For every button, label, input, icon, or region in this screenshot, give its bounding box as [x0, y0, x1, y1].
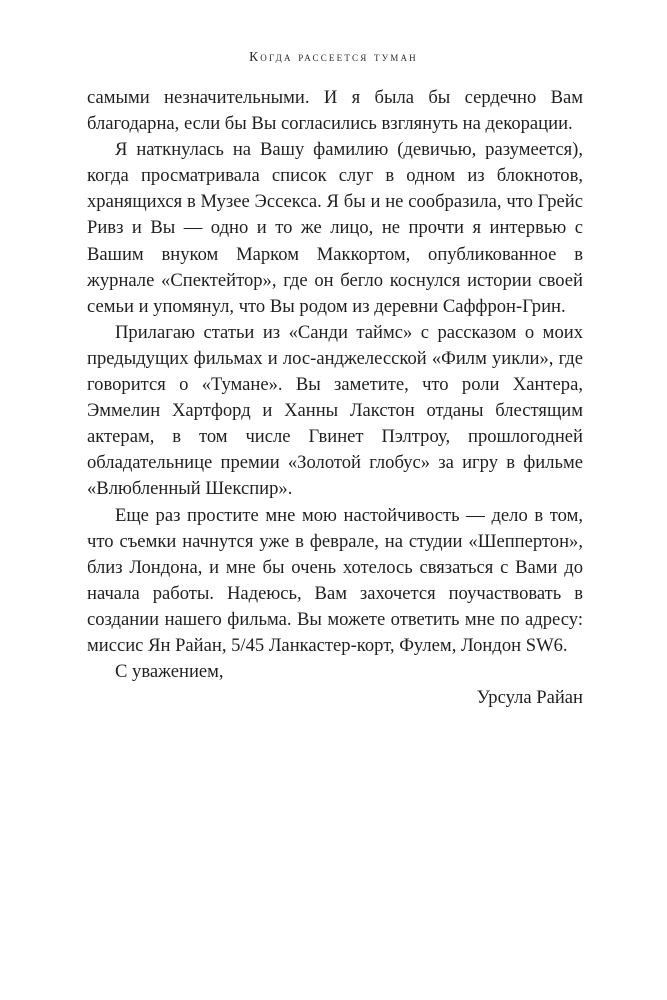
letter-signature: Урсула Райан [476, 687, 583, 709]
paragraph: Еще раз простите мне мою настойчивость — дело в том, что съемки начнутся уже в феврале, на студии «Шеппертон», близ Лондона, и мне бы очень хотелось связаться с Вами до начала работы. Надеюсь, Вам захочется поучаствовать в создании нашего фильма. Вы можете ответить мне по адресу: миссис Ян Райан, 5/45 Ланкастер-корт, Фулем, Лондон SW6. [87, 504, 583, 656]
paragraph: Я наткнулась на Вашу фамилию (девичью, разумеется), когда просматривала список слуг в одном из блокнотов, хранящихся в Музее Эссекса. Я бы и не сообразила, что Грейс Ривз и Вы — одно и то же лицо, не прочти я интервью с Вашим внуком Марком Маккортом, опубликованное в журнале «Спектейтор», где он бегло коснулся истории своей семьи и упомянул, что Вы родом из деревни Саффрон-Грин. [87, 139, 583, 317]
letter-closing: С уважением, [115, 661, 224, 683]
paragraph-continuation: самыми незначительными. И я была бы сердечно Вам благодарна, если бы Вы согласились взглянуть на декорации. [87, 87, 583, 135]
paragraph: Прилагаю статьи из «Санди таймс» с рассказом о моих предыдущих фильмах и лос-анджелесской «Филм уикли», где говорится о «Тумане». Вы заметите, что роли Хантера, Эммелин Хартфорд и Ханны Лакстон отданы блестящим актерам, в том числе Гвинет Пэлтроу, прошлогодней обладательнице премии «Золотой глобус» за игру в фильме «Влюбленный Шекспир». [87, 321, 583, 500]
body-text [87, 85, 583, 711]
running-head: Когда рассеется туман [249, 49, 418, 64]
